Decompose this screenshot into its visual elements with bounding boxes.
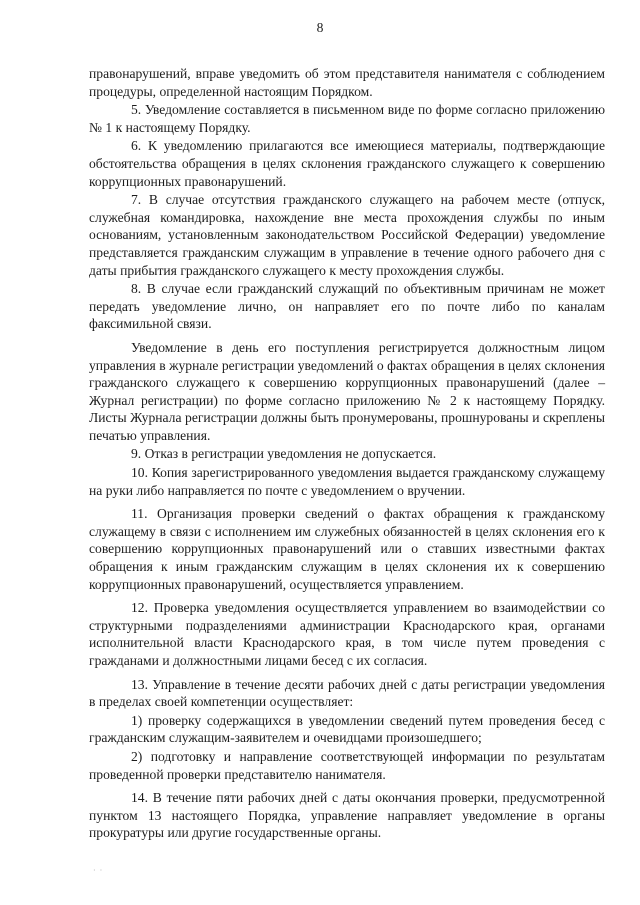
paragraph-item-11: 11. Организация проверки сведений о фактах обращения к гражданскому служащему в связи с исполнением им служебных обязанностей в целях склонения его к совершению коррупционных правонарушений или о ставших известными фактах обращения к иным гражданским служащим в целях склонения их к совершению коррупционных правонарушений, осуществляется управлением. xyxy=(89,506,605,592)
paragraph-subitem-2: 2) подготовку и направление соответствующей информации по результатам проведенной проверки представителю нанимателя. xyxy=(89,748,605,782)
paragraph-item-5: 5. Уведомление составляется в письменном виде по форме согласно приложению № 1 к настоящему Порядку. xyxy=(89,102,605,135)
paragraph-item-9: 9. Отказ в регистрации уведомления не допускается. xyxy=(131,446,437,462)
page-number: 8 xyxy=(316,20,324,35)
paragraph-item-14: 14. В течение пяти рабочих дней с даты окончания проверки, предусмотренной пунктом 13 настоящего Порядка, управление направляет уведомление в органы прокуратуры или другие государственные органы. xyxy=(89,790,605,841)
paragraph-item-10: 10. Копия зарегистрированного уведомления выдается гражданскому служащему на руки либо направляется по почте с уведомлением о вручении. xyxy=(89,465,605,498)
scan-mark: · · xyxy=(93,866,104,875)
paragraph-item-7: 7. В случае отсутствия гражданского служащего на рабочем месте (отпуск, служебная командировка, нахождение вне места прохождения службы по иным основаниям, установленным законодательством Российской Федерации) уведомление представляется гражданским служащим в управление в течение одного рабочего дня с даты прибытия гражданского служащего к месту прохождения службы. xyxy=(89,192,605,278)
paragraph-item-13: 13. Управление в течение десяти рабочих дней с даты регистрации уведомления в пределах своей компетенции осуществляет: xyxy=(89,676,605,710)
paragraph-item-6: 6. К уведомлению прилагаются все имеющиеся материалы, подтверждающие обстоятельства обращения в целях склонения гражданского служащего к совершению коррупционных правонарушений. xyxy=(89,138,605,189)
paragraph-item-8: 8. В случае если гражданский служащий по объективным причинам не может передать уведомление лично, он направляет его по почте либо по каналам факсимильной связи. xyxy=(89,281,605,332)
paragraph-continuation: правонарушений, вправе уведомить об этом представителя нанимателя с соблюдением процедуры, определенной настоящим Порядком. xyxy=(89,66,605,99)
document-body xyxy=(89,65,605,843)
paragraph-registration: Уведомление в день его поступления регистрируется должностным лицом управления в журнале регистрации уведомлений о фактах обращения в целях склонения гражданского служащего к совершению коррупционных правонарушений (далее – Журнал регистрации) по форме согласно приложению № 2 к настоящему Порядку. Листы Журнала регистрации должны быть пронумерованы, прошнурованы и скреплены печатью управления. xyxy=(89,339,605,443)
paragraph-item-12: 12. Проверка уведомления осуществляется управлением во взаимодействии со структурными подразделениями администрации Краснодарского края, органами исполнительной власти Краснодарского края, в том числе путем проведения с гражданами и должностными лицами бесед с их согласия. xyxy=(89,600,605,668)
paragraph-subitem-1: 1) проверку содержащихся в уведомлении сведений путем проведения бесед с гражданским служащим-заявителем и очевидцами произошедшего; xyxy=(89,712,605,746)
